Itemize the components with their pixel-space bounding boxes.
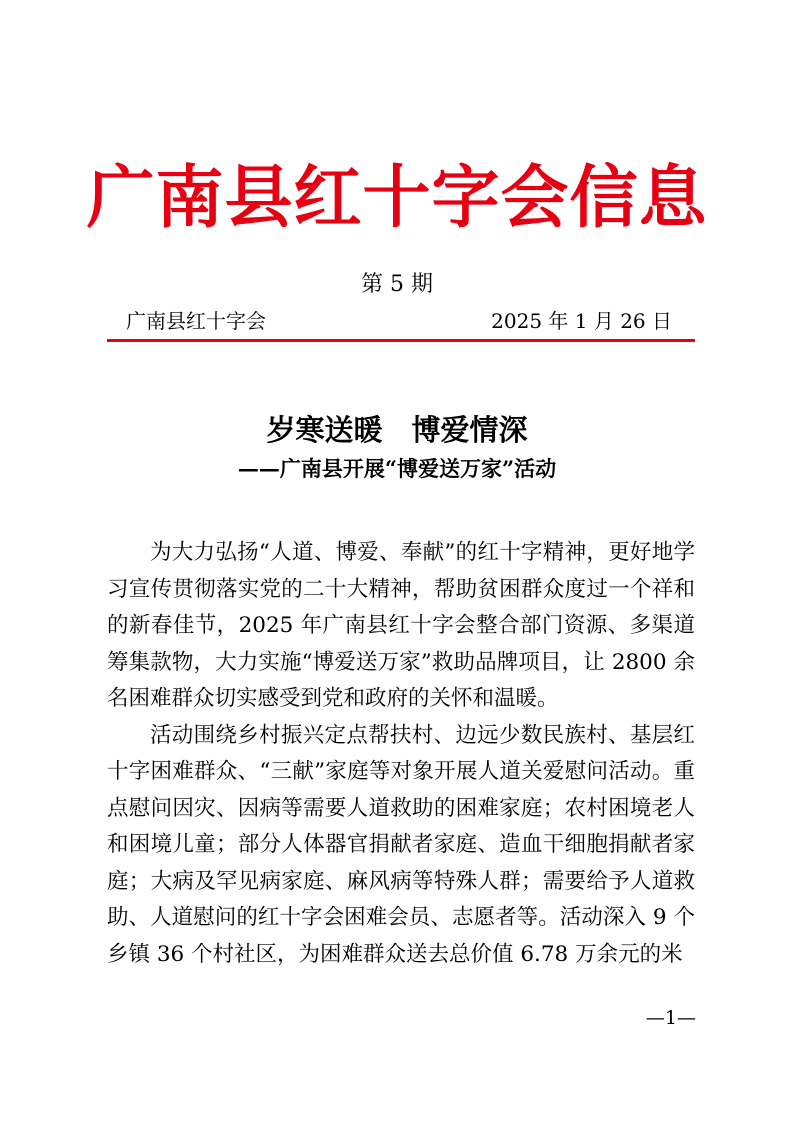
- publisher-name: 广南县红十字会: [126, 309, 266, 333]
- article-title: 岁寒送暖 博爱情深: [266, 413, 528, 447]
- issue-number: 第 5 期: [361, 272, 433, 297]
- red-divider-line: [107, 339, 695, 342]
- page-number: —1—: [645, 1007, 696, 1029]
- header-meta-row: [126, 306, 672, 336]
- masthead-title: 广南县红十字会信息: [86, 158, 708, 238]
- body-paragraph: 活动围绕乡村振兴定点帮扶村、边远少数民族村、基层红十字困难群众、“三献”家庭等对象开展人道关爱慰问活动。重点慰问因灾、因病等需要人道救助的困难家庭；农村困境老人和困境儿童；部分人体器官捐献者家庭、造血干细胞捐献者家庭；大病及罕见病家庭、麻风病等特殊人群；需要给予人道救助、人道慰问的红十字会困难会员、志愿者等。活动深入 9 个乡镇 36 个村社区，为困难群众送去总价值 6.78 万余元的米: [107, 722, 695, 967]
- article-body: [107, 535, 695, 973]
- article-subtitle: ——广南县开展“博爱送万家”活动: [237, 456, 557, 481]
- body-paragraph: 为大力弘扬“人道、博爱、奉献”的红十字精神，更好地学习宣传贯彻落实党的二十大精神，帮助贫困群众度过一个祥和的新春佳节，2025 年广南县红十字会整合部门资源、多渠道筹集款物，大力实施“博爱送万家”救助品牌项目，让 2800 余名困难群众切实感受到党和政府的关怀和温暖。: [107, 540, 695, 711]
- publish-date: 2025 年 1 月 26 日: [491, 309, 672, 333]
